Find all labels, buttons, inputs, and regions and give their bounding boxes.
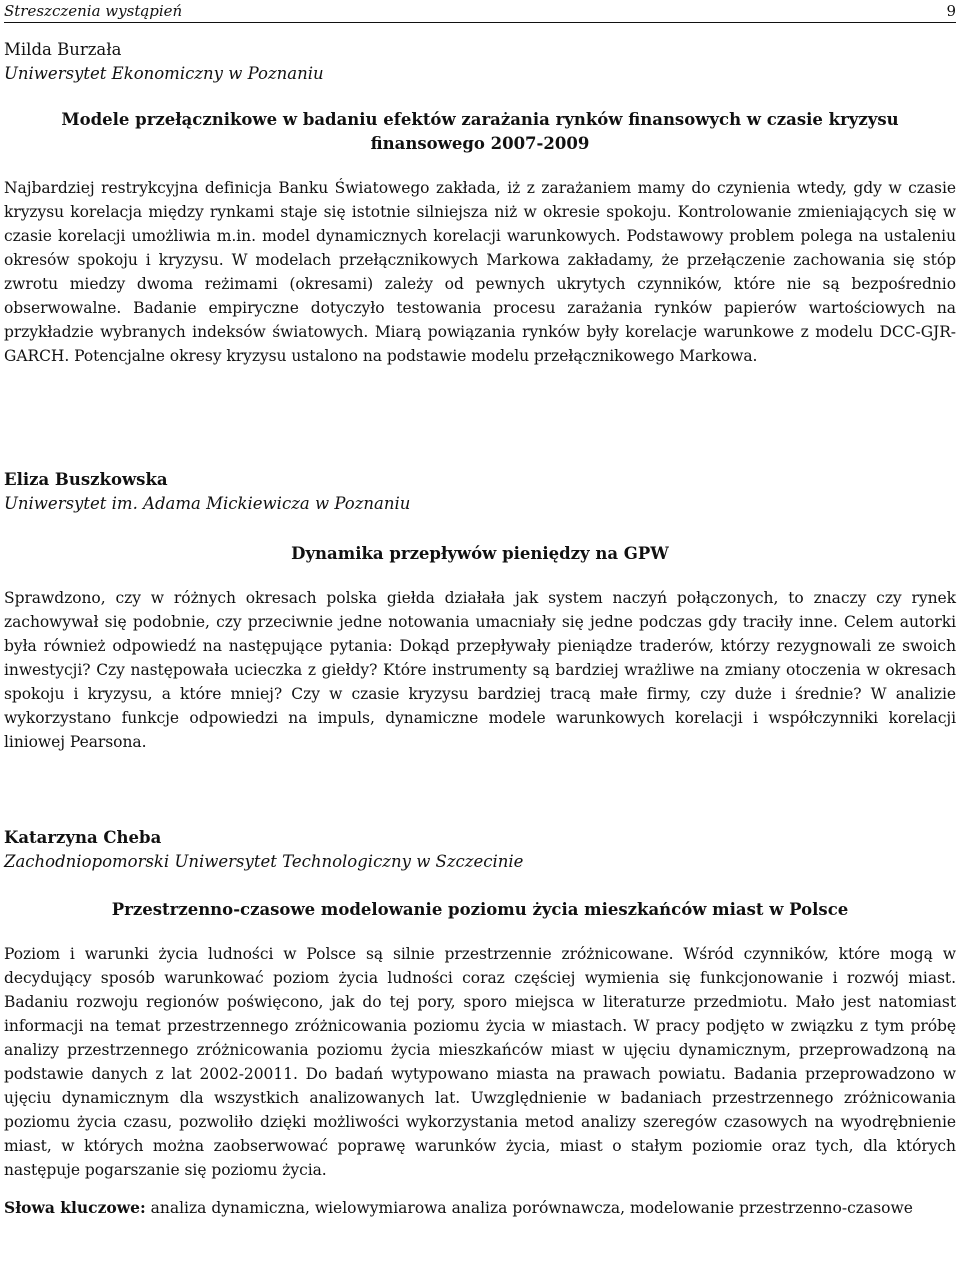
keywords-label: Słowa kluczowe: — [4, 1198, 146, 1217]
author-affiliation: Uniwersytet Ekonomiczny w Poznaniu — [4, 64, 324, 83]
abstract-title: Modele przełącznikowe w badaniu efektów zarażania rynków finansowych w czasie kryzysu finansowego 2007-2009 — [61, 110, 899, 153]
page-number: 9 — [946, 2, 956, 20]
abstract-body: Sprawdzono, czy w różnych okresach polska giełda działała jak system naczyń połączonych, to znaczy czy rynek zachowywał się podobnie, czy przeciwnie jedne notowania umacniały się jedne podczas gdy traciły inne. Celem autorki była również odpowiedź na następujące pytania: Dokąd przepływały pieniądze traderów, którzy rezygnowali ze swoich inwestycji? Czy następowała ucieczka z giełdy? Które instrumenty są bardziej wrażliwe na zmiany otoczenia w okresach spokoju i kryzysu, a które mniej? Czy w czasie kryzysu bardziej tracą małe firmy, czy duże i średnie? W analizie wykorzystano funkcje odpowiedzi na impuls, dynamiczne modele warunkowych korelacji i współczynniki korelacji liniowej Pearsona. — [4, 589, 956, 751]
abstract-body: Najbardziej restrykcyjna definicja Banku Światowego zakłada, iż z zarażaniem mamy do czynienia wtedy, gdy w czasie kryzysu korelacja między rynkami staje się istotnie silniejsza niż w okresie spokoju. Kontrolowanie zmieniających się w czasie korelacji umożliwia m.in. model dynamicznych korelacji warunkowych. Podstawowy problem polega na ustaleniu okresów spokoju i kryzysu. W modelach przełącznikowych Markowa zakładamy, że przełączenie zachowania się stóp zwrotu miedzy dwoma reżimami (okresami) zależy od pewnych ukrytych czynników, które nie są bezpośrednio obserwowalne. Badanie empiryczne dotyczyło testowania procesu zarażania rynków papierów wartościowych na przykładzie wybranych indeksów światowych. Miarą powiązania rynków były korelacje warunkowe z modelu DCC-GJR-GARCH. Potencjalne okresy kryzysu ustalono na podstawie modelu przełącznikowego Markowa. — [4, 179, 956, 365]
abstract-buszkowska — [4, 468, 956, 754]
author-affiliation: Uniwersytet im. Adama Mickiewicza w Poznaniu — [4, 494, 411, 513]
author-name: Eliza Buszkowska — [4, 470, 168, 489]
abstract-burzala — [4, 38, 956, 368]
abstract-title: Dynamika przepływów pieniędzy na GPW — [291, 544, 669, 563]
abstract-title: Przestrzenno-czasowe modelowanie poziomu życia mieszkańców miast w Polsce — [111, 900, 849, 919]
keywords-text: analiza dynamiczna, wielowymiarowa analiza porównawcza, modelowanie przestrzenno-czasowe — [150, 1199, 913, 1217]
author-name: Katarzyna Cheba — [4, 828, 162, 847]
running-head — [4, 0, 956, 23]
keywords — [4, 1196, 956, 1220]
abstract-body: Poziom i warunki życia ludności w Polsce są silnie przestrzennie zróżnicowane. Wśród czynników, które mogą w decydujący sposób warunkować poziom życia ludności coraz częściej wymienia się funkcjonowanie i rozwój miast. Badaniu rozwoju regionów poświęcono, jak do tej pory, sporo miejsca w literaturze przedmiotu. Mało jest natomiast informacji na temat przestrzennego zróżnicowania poziomu życia w miastach. W pracy podjęto w związku z tym próbę analizy przestrzennego zróżnicowania poziomu życia mieszkańców miast w ujęciu dynamicznym, przeprowadzoną na podstawie danych z lat 2002-20011. Do badań wytypowano miasta na prawach powiatu. Badania przeprowadzono w ujęciu dynamicznym dla wszystkich analizowanych lat. Uwzględnienie w badaniach przestrzennego zróżnicowania poziomu życia czasu, pozwoliło dzięki możliwości wykorzystania metod analizy szeregów czasowych na wyodrębnienie miast, w których można zaobserwować poprawę warunków życia, miast o stałym poziomie oraz tych, dla których następuje pogarszanie się poziomu życia. — [4, 945, 956, 1179]
abstract-cheba — [4, 826, 956, 1220]
author-affiliation: Zachodniopomorski Uniwersytet Technologiczny w Szczecinie — [4, 852, 524, 871]
author-name: Milda Burzała — [4, 40, 122, 59]
running-head-title: Streszczenia wystąpień — [4, 2, 183, 20]
